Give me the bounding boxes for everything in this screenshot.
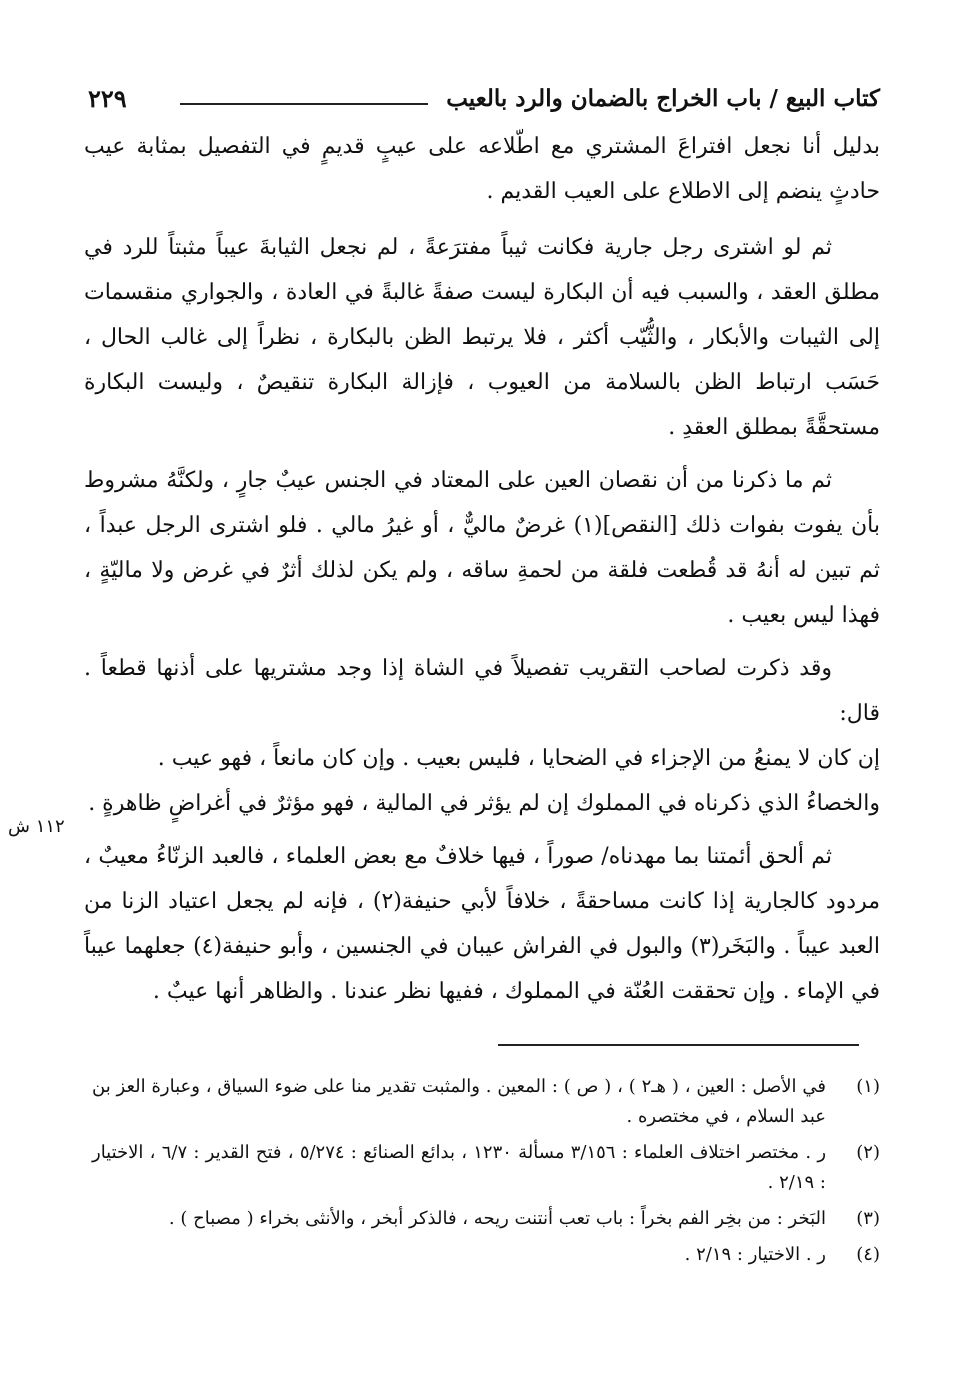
paragraph-2: ثم لو اشترى رجل جارية فكانت ثيباً مفترَعةً ، لم نجعل الثيابةَ عيباً مثبتاً للرد في مطلق العقد ، والسبب فيه أن البكارة ليست صفةً غالبةً في العادة ، والجواري منقسمات إلى الثيبات والأبكار ، والثُّيّب أكثر ، فلا يرتبط الظن بالبكارة ، نظراً إلى غالب الحال ، حَسَب ارتباط الظن بالسلامة من العيوب ، فإزالة البكارة تنقيصٌ ، وليست البكارة مستحقَّةً بمطلق العقدِ . [84, 235, 880, 440]
footnote-text: في الأصل : العين ، ( هـ٢ ) ، ( ص ) : المعين . والمثبت تقدير منا على ضوء السياق ، وعبارة العز بن عبد السلام ، في مختصره . [92, 1076, 826, 1127]
footnote-number: (٢) [856, 1142, 880, 1163]
footnote-text: ر . مختصر اختلاف العلماء : ٣/١٥٦ مسألة ١٢٣٠ ، بدائع الصنائع : ٥/٢٧٤ ، فتح القدير : ٦/٧ ، الاختيار : ٢/١٩ . [92, 1142, 827, 1193]
header-rule [180, 103, 428, 105]
footnote-number: (٤) [856, 1244, 880, 1265]
footnote-4 [92, 1240, 880, 1270]
page-header [88, 82, 880, 122]
paragraph-4 [84, 646, 880, 826]
footnote-2 [92, 1138, 880, 1198]
footnote-separator [498, 1044, 859, 1046]
paragraph-3: ثم ما ذكرنا من أن نقصان العين على المعتاد في الجنس عيبٌ جارٍ ، ولكنَّهُ مشروط بأن يفوت بفوات ذلك [النقص](١) غرضٌ ماليٌّ ، أو غيرُ مالي . فلو اشترى الرجل عبداً ، ثم تبين له أنهُ قد قُطعت فلقة من لحمةِ ساقه ، ولم يكن لذلك أثرٌ في غرض ولا ماليّةٍ ، فهذا ليس بعيب . [84, 468, 880, 628]
footnotes [92, 1072, 880, 1276]
footnote-1 [92, 1072, 880, 1132]
paragraph-5: ثم ألحق أئمتنا بما مهدناه/ صوراً ، فيها خلافٌ مع بعض العلماء ، فالعبد الزنّاءُ معيبٌ ، مردود كالجارية إذا كانت مساحقةً ، خلافاً لأبي حنيفة(٢) ، فإنه لم يجعل اعتياد الزنا من العبد عيباً . والبَخَر(٣) والبول في الفراش عيبان في الجنسين ، وأبو حنيفة(٤) جعلهما عيباً في الإماء . وإن تحققت العُنّة في المملوك ، ففيها نظر عندنا . والظاهر أنها عيبٌ . [84, 844, 880, 1004]
paragraph-4-lead: وقد ذكرت لصاحب التقريب تفصيلاً في الشاة إذا وجد مشتريها على أذنها قطعاً . قال: [84, 656, 880, 726]
paragraph-4-quote-line-2: والخصاءُ الذي ذكرناه في المملوك إن لم يؤثر في المالية ، فهو مؤثرٌ في أغراضٍ ظاهرةٍ . [88, 791, 880, 816]
page-number: ٢٢٩ [88, 84, 127, 113]
running-title: كتاب البيع / باب الخراج بالضمان والرد بالعيب [446, 85, 880, 112]
footnote-text: ر . الاختيار : ٢/١٩ . [684, 1244, 826, 1265]
footnote-number: (٣) [856, 1208, 880, 1229]
paragraph-4-quote-line-1: إن كان لا يمنعُ من الإجزاء في الضحايا ، فليس بعيب . وإن كان مانعاً ، فهو عيب . [157, 746, 880, 771]
main-text [84, 124, 880, 1022]
footnote-text: البَخر : من بخِر الفم بخراً : باب تعب أنتنت ريحه ، فالذكر أبخر ، والأنثى بخراء ( مصباح ) . [168, 1208, 826, 1229]
margin-page-reference: ١١٢ ش [8, 816, 65, 837]
footnote-number: (١) [856, 1076, 880, 1097]
footnote-3 [92, 1204, 880, 1234]
paragraph-1: بدليل أنا نجعل افتراعَ المشتري مع اطّلاعه على عيبٍ قديمٍ في التفصيل بمثابة عيب حادثٍ ينضم إلى الاطلاع على العيب القديم . [84, 134, 880, 204]
